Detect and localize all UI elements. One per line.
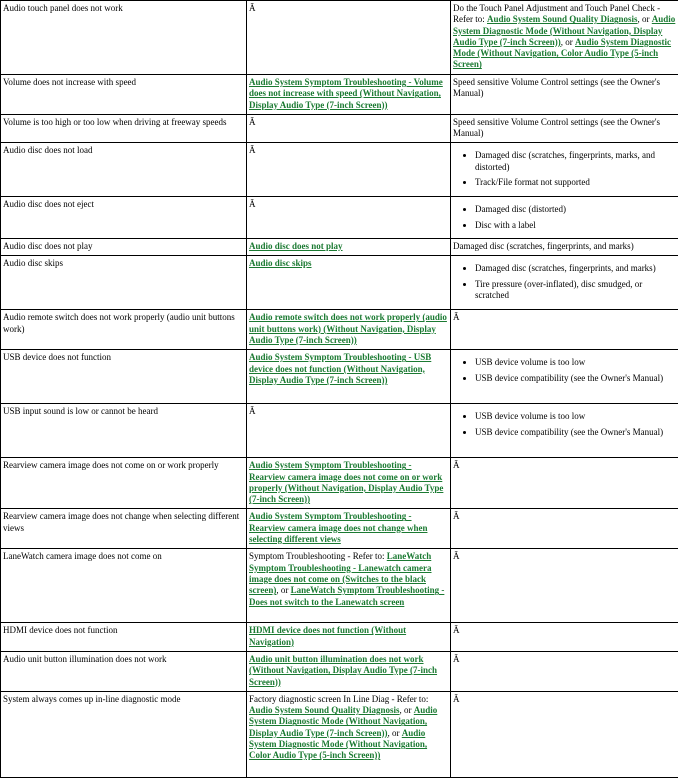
table-row (1, 549, 678, 623)
symptom-cell (1, 256, 247, 310)
table-row (1, 239, 678, 256)
symptom-cell (1, 549, 247, 623)
procedure-cell (247, 509, 451, 549)
cause-cell (451, 651, 678, 691)
cause-cell (451, 549, 678, 623)
procedure-link[interactable]: Audio System Diagnostic Mode (Without Navigation, Color Audio Type (5-inch Screen)) (249, 728, 427, 761)
cause-text: Ã (453, 551, 460, 561)
table-row (1, 197, 678, 239)
procedure-text: Ã (249, 3, 256, 13)
table-row (1, 1, 678, 75)
procedure-cell (247, 691, 451, 777)
troubleshooting-table-body (1, 1, 678, 778)
cause-cell (451, 458, 678, 509)
symptom-cell (1, 143, 247, 197)
cause-text: , or (561, 37, 575, 47)
cause-text: Ã (453, 460, 460, 470)
cause-text: Ã (453, 654, 460, 664)
cause-list-item: • Track/File format not supported (475, 177, 676, 188)
cause-cell (451, 310, 678, 350)
procedure-cell (247, 1, 451, 75)
symptom-text: Audio touch panel does not work (3, 3, 123, 13)
procedure-text: Factory diagnostic screen In Line Diag - Refer to: (249, 694, 428, 704)
procedure-text: Symptom Troubleshooting - Refer to: (249, 551, 387, 561)
cause-link[interactable]: Audio System Diagnostic Mode (Without Navigation, Display Audio Type (7-inch Screen)) (453, 14, 675, 47)
procedure-cell (247, 623, 451, 652)
procedure-link[interactable]: Audio disc skips (249, 258, 312, 268)
procedure-link[interactable]: Audio System Symptom Troubleshooting - Rearview camera image does not change when selecting different views (249, 511, 427, 544)
procedure-cell (247, 651, 451, 691)
symptom-text: LaneWatch camera image does not come on (3, 551, 162, 561)
cause-list-item: • Damaged disc (scratches, fingerprints, and marks) (475, 263, 676, 274)
cause-list (453, 357, 676, 384)
symptom-text: Rearview camera image does not change when selecting different views (3, 511, 239, 532)
cause-list (453, 411, 676, 438)
cause-text: Speed sensitive Volume Control settings (see the Owner's Manual) (453, 77, 660, 98)
table-row (1, 350, 678, 404)
symptom-text: HDMI device does not function (3, 625, 117, 635)
symptom-text: Volume is too high or too low when driving at freeway speeds (3, 117, 227, 127)
symptom-cell (1, 310, 247, 350)
table-row (1, 143, 678, 197)
cause-cell (451, 114, 678, 143)
procedure-link[interactable]: Audio System Symptom Troubleshooting - USB device does not function (Without Navigation, Display Audio Type (7-inch Screen)) (249, 352, 431, 385)
table-row (1, 256, 678, 310)
procedure-link[interactable]: LaneWatch Symptom Troubleshooting - Lanewatch camera image does not come on (Switches to the black screen) (249, 551, 432, 595)
cause-list-item: • USB device volume is too low (475, 411, 676, 422)
cause-text: Ã (453, 625, 460, 635)
procedure-link[interactable]: Audio unit button illumination does not work (Without Navigation, Display Audio Type (7-inch Screen)) (249, 654, 437, 687)
cause-list-item: • USB device compatibility (see the Owner's Manual) (475, 427, 676, 438)
symptom-cell (1, 651, 247, 691)
procedure-text: Ã (249, 406, 256, 416)
symptom-cell (1, 458, 247, 509)
procedure-text: Ã (249, 117, 256, 127)
table-row (1, 509, 678, 549)
procedure-cell (247, 197, 451, 239)
symptom-cell (1, 404, 247, 458)
symptom-cell (1, 509, 247, 549)
symptom-cell (1, 75, 247, 115)
cause-cell (451, 691, 678, 777)
symptom-cell (1, 239, 247, 256)
cause-text: Damaged disc (scratches, fingerprints, and marks) (453, 241, 634, 251)
procedure-text: , or (276, 585, 290, 595)
cause-cell (451, 239, 678, 256)
cause-cell (451, 143, 678, 197)
symptom-text: Audio remote switch does not work properly (audio unit buttons work) (3, 312, 235, 333)
cause-text: Ã (453, 694, 460, 704)
table-row (1, 75, 678, 115)
cause-text: Ã (453, 312, 460, 322)
table-row (1, 458, 678, 509)
procedure-cell (247, 256, 451, 310)
symptom-cell (1, 691, 247, 777)
procedure-cell (247, 350, 451, 404)
procedure-text: , or (388, 728, 402, 738)
cause-cell (451, 197, 678, 239)
table-row (1, 651, 678, 691)
symptom-text: USB device does not function (3, 352, 111, 362)
cause-text: , or (638, 14, 652, 24)
procedure-link[interactable]: HDMI device does not function (Without Navigation) (249, 625, 406, 646)
procedure-cell (247, 404, 451, 458)
cause-text: Ã (453, 511, 460, 521)
cause-text: Do the Touch Panel Adjustment and Touch Panel Check - Refer to: (453, 3, 660, 24)
symptom-text: Rearview camera image does not come on or work properly (3, 460, 219, 470)
procedure-link[interactable]: LaneWatch Symptom Troubleshooting - Does not switch to the Lanewatch screen (249, 585, 444, 606)
table-row (1, 623, 678, 652)
procedure-text: , or (400, 705, 414, 715)
symptom-cell (1, 197, 247, 239)
procedure-link[interactable]: Audio remote switch does not work properly (audio unit buttons work) (Without Navigation, Display Audio Type (7-inch Screen)) (249, 312, 447, 345)
symptom-cell (1, 114, 247, 143)
cause-list-item: • Disc with a label (475, 220, 676, 231)
symptom-cell (1, 350, 247, 404)
cause-cell (451, 623, 678, 652)
cause-cell (451, 509, 678, 549)
table-row (1, 310, 678, 350)
symptom-text: USB input sound is low or cannot be heard (3, 406, 158, 416)
symptom-cell (1, 1, 247, 75)
cause-list-item: • USB device compatibility (see the Owner's Manual) (475, 373, 676, 384)
symptom-text: Volume does not increase with speed (3, 77, 136, 87)
procedure-cell (247, 549, 451, 623)
cause-list-item: • Damaged disc (distorted) (475, 204, 676, 215)
procedure-text: Ã (249, 199, 256, 209)
procedure-link[interactable]: Audio System Symptom Troubleshooting - Rearview camera image does not come on or work properly (Without Navigation, Display Audio Type (7-inch Screen)) (249, 460, 443, 504)
procedure-link[interactable]: Audio disc does not play (249, 241, 343, 251)
cause-link[interactable]: Audio System Sound Quality Diagnosis (487, 14, 638, 24)
cause-list-item: • Tire pressure (over-inflated), disc smudged, or scratched (475, 279, 676, 302)
cause-text: Speed sensitive Volume Control settings (see the Owner's Manual) (453, 117, 660, 138)
cause-cell (451, 1, 678, 75)
procedure-cell (247, 458, 451, 509)
cause-list (453, 204, 676, 231)
symptom-text: System always comes up in-line diagnostic mode (3, 694, 180, 704)
cause-list (453, 263, 676, 301)
cause-list-item: • USB device volume is too low (475, 357, 676, 368)
procedure-cell (247, 310, 451, 350)
procedure-cell (247, 114, 451, 143)
symptom-text: Audio disc does not play (3, 241, 93, 251)
table-row (1, 404, 678, 458)
procedure-cell (247, 239, 451, 256)
table-row (1, 691, 678, 777)
symptom-text: Audio disc does not eject (3, 199, 94, 209)
cause-cell (451, 404, 678, 458)
procedure-cell (247, 75, 451, 115)
symptom-cell (1, 623, 247, 652)
symptom-text: Audio disc does not load (3, 145, 93, 155)
symptom-text: Audio unit button illumination does not work (3, 654, 167, 664)
cause-list (453, 150, 676, 188)
symptom-text: Audio disc skips (3, 258, 63, 268)
cause-cell (451, 350, 678, 404)
procedure-link[interactable]: Audio System Symptom Troubleshooting - Volume does not increase with speed (Without Navigation, Display Audio Type (7-inch Screen)) (249, 77, 443, 110)
procedure-link[interactable]: Audio System Sound Quality Diagnosis (249, 705, 400, 715)
cause-cell (451, 75, 678, 115)
table-row (1, 114, 678, 143)
cause-list-item: • Damaged disc (scratches, fingerprints, marks, and distorted) (475, 150, 676, 173)
procedure-link[interactable]: Audio System Diagnostic Mode (Without Navigation, Display Audio Type (7-inch Screen)) (249, 705, 437, 738)
cause-cell (451, 256, 678, 310)
cause-link[interactable]: Audio System Diagnostic Mode (Without Navigation, Color Audio Type (5-inch Screen) (453, 37, 671, 70)
procedure-text: Ã (249, 145, 256, 155)
procedure-cell (247, 143, 451, 197)
